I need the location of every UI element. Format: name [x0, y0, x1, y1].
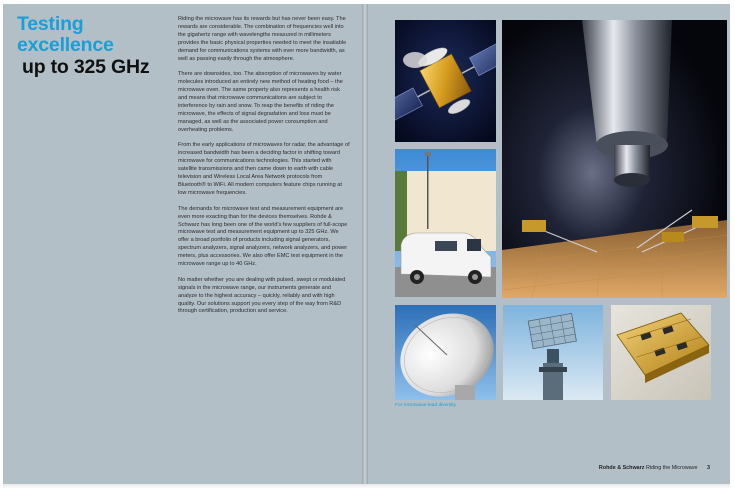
circuit-module-photo [611, 305, 711, 400]
page-footer [560, 465, 710, 472]
body-paragraph: There are downsides, too. The absorption of microwaves by water molecules introduced an entirely new method of heating food – the microwave oven. The same property also represents a health risk and means that microwave communications are subject to interference by rain and snow. To reap the benefits of riding the microwave, the effects of signal degradation and loss must be managed, as well as the associated power consumption and overheating problems. [178, 71, 343, 133]
body-text [178, 16, 350, 324]
microscope-probe-photo [502, 20, 727, 298]
body-paragraph: From the early applications of microwaves for radar, the advantage of increased bandwidth has been a deciding factor in shifting toward microwave for communications technologies. This started with satellite transmissions and then came down to earth with cable television and Wireless Local Area Network protocols from Bluetooth® to WiFi. All modern computers feature chips running at low microwave frequencies. [178, 142, 350, 196]
body-paragraph: Riding the microwave has its rewards but has never been easy. The rewards are considerable. The combination of frequencies well into the gigahertz range with wavelengths measured in millimeters provides the basic physical properties needed to meet the insatiable demand for communications systems with ever more bandwidth, as well as passing easily through the atmosphere. [178, 16, 347, 62]
page-number: 3 [707, 465, 710, 471]
title-line-2: up to 325 GHz [22, 56, 150, 78]
body-paragraph: No matter whether you are dealing with pulsed, swept or modulated signals in the microwave range, our instruments generate and analyze to the highest accuracy – quickly, reliably and with high quality. Our solutions support you every step of the way from R&D through certification, production and service. [178, 276, 346, 315]
footer-publication: Riding the Microwave [645, 465, 698, 471]
satellite-van-photo [395, 149, 496, 297]
satellite-photo [395, 20, 496, 142]
photo-caption: For microwave-lead diversity [395, 403, 457, 408]
page-edge [3, 484, 730, 489]
page-gutter [362, 4, 368, 484]
title-line-1: Testing excellence [17, 13, 114, 56]
body-paragraph: The demands for microwave test and measurement equipment are even more exacting than for the devices themselves. Rohde & Schwarz has long been one of the world's few suppliers of full-scope microwave test and measurement equipment up to 325 GHz. We offer a broad portfolio of products including signal generators, spectrum analyzers, signal analyzers, network analyzers, and power meters, plus accessories. We also offer EMC test equipment in the microwave range up to 40 GHz. [178, 205, 348, 268]
radar-tower-photo [503, 305, 603, 400]
page-title [17, 14, 167, 78]
satellite-dish-photo [395, 305, 496, 400]
footer-brand: Rohde & Schwarz [598, 465, 645, 471]
